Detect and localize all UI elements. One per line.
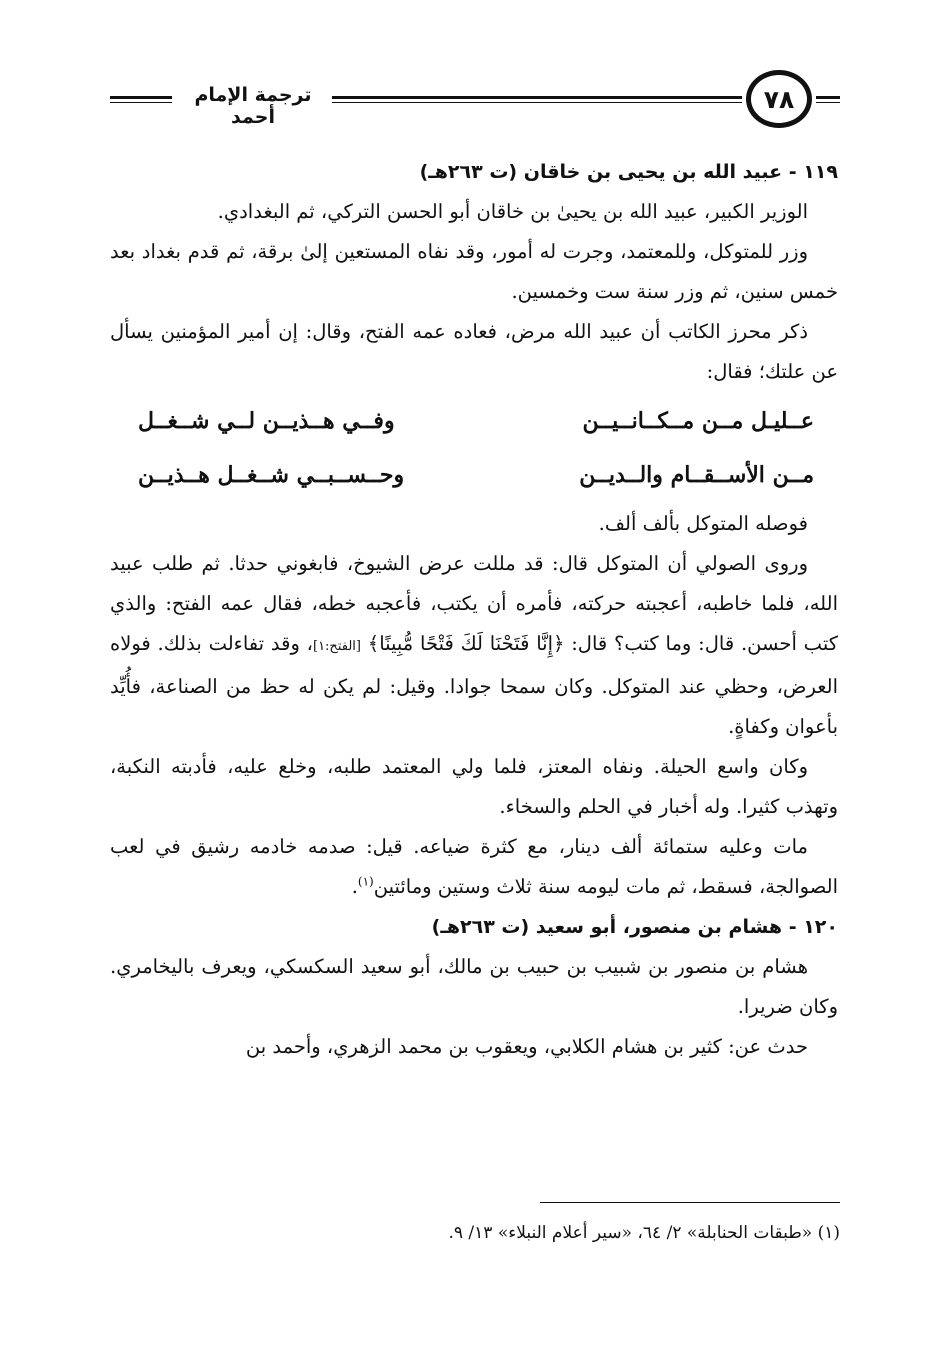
paragraph: وكان واسع الحيلة. ونفاه المعتز، فلما ولي المعتمد طلبه، وخلع عليه، فأدبته النكبة، وتهذب كثيرا. وله أخبار في الحلم والسخاء. [110,755,838,818]
paragraph [110,544,838,747]
paragraph: ذكر محرز الكاتب أن عبيد الله مرض، فعاده عمه الفتح، وقال: إن أمير المؤمنين يسأل عن علتك؛ فقال: [110,320,838,383]
page-body [110,152,838,1067]
verse-first-hemistich: عــليـل مــن مــكــانــيــن [582,408,814,434]
paragraph-text: ، وقد تفاءلت بذلك. فولاه العرض، وحظي عند المتوكل. وكان سمحا جوادا. وقيل: لم يكن له حظ من الصناعة، فأُيِّد بأعوان وكفاةٍ. [110,632,838,738]
paragraph [110,827,838,907]
running-title: ترجمة الإمام أحمد [194,84,312,128]
page-header [110,70,840,134]
entry-heading: ١١٩ - عبيد الله بن يحيى بن خاقان (ت ٢٦٣هـ) [419,161,838,183]
header-rule-middle [332,96,742,103]
footnote-marker: (١) [357,874,374,889]
header-rule-left [110,96,172,103]
paragraph: وزر للمتوكل، وللمعتمد، وجرت له أمور، وقد نفاه المستعين إلىٰ برقة، ثم قدم بغداد بعد خمس سنين، ثم وزر سنة ست وخمسين. [110,240,838,303]
paragraph-text: وروى الصولي أن المتوكل قال: قد مللت عرض الشيوخ، فابغوني حدثا. ثم طلب عبيد الله، فلما خاطبه، أعجبته حركته، فأمره أن يكتب، فأعجبه خطه، فقال عمه الفتح: والذي كتب أحسن. قال: وما كتب؟ قال: ﴿إِنَّا فَتَحْنَا لَكَ فَتْحًا مُّبِينًا﴾ [110,552,838,655]
paragraph-text: . [351,875,358,898]
verse-second-hemistich: وفــي هــذيــن لــي شــغــل [138,408,395,434]
poem-verse [110,396,838,446]
page-number: ٧٨ [746,70,812,128]
verse-second-hemistich: وحــســبــي شــغــل هــذيــن [138,462,405,488]
quran-reference: [الفتح:١] [312,639,361,654]
header-rule-right [816,96,840,103]
paragraph: فوصله المتوكل بألف ألف. [598,512,808,535]
paragraph: حدث عن: كثير بن هشام الكلابي، ويعقوب بن محمد الزهري، وأحمد بن [245,1035,808,1058]
footnote: (١) «طبقات الحنابلة» ٢/ ٦٤، «سير أعلام النبلاء» ١٣/ ٩. [448,1223,840,1243]
poem-verse [110,450,838,500]
verse-first-hemistich: مــن الأســقــام والــديــن [579,462,814,488]
paragraph: هشام بن منصور بن شبيب بن حبيب بن مالك، أبو سعيد السكسكي، ويعرف باليخامري. وكان ضريرا. [110,955,838,1018]
paragraph: الوزير الكبير، عبيد الله بن يحيىٰ بن خاقان أبو الحسن التركي، ثم البغدادي. [217,200,808,223]
paragraph-text: مات وعليه ستمائة ألف دينار، مع كثرة ضياعه. قيل: صدمه خادمه رشيق في لعب الصوالجة، فسقط، ثم مات ليومه سنة ثلاث وستين ومائتين [110,835,838,898]
entry-heading: ١٢٠ - هشام بن منصور، أبو سعيد (ت ٢٦٣هـ) [431,916,838,938]
footnote-separator [540,1202,840,1203]
